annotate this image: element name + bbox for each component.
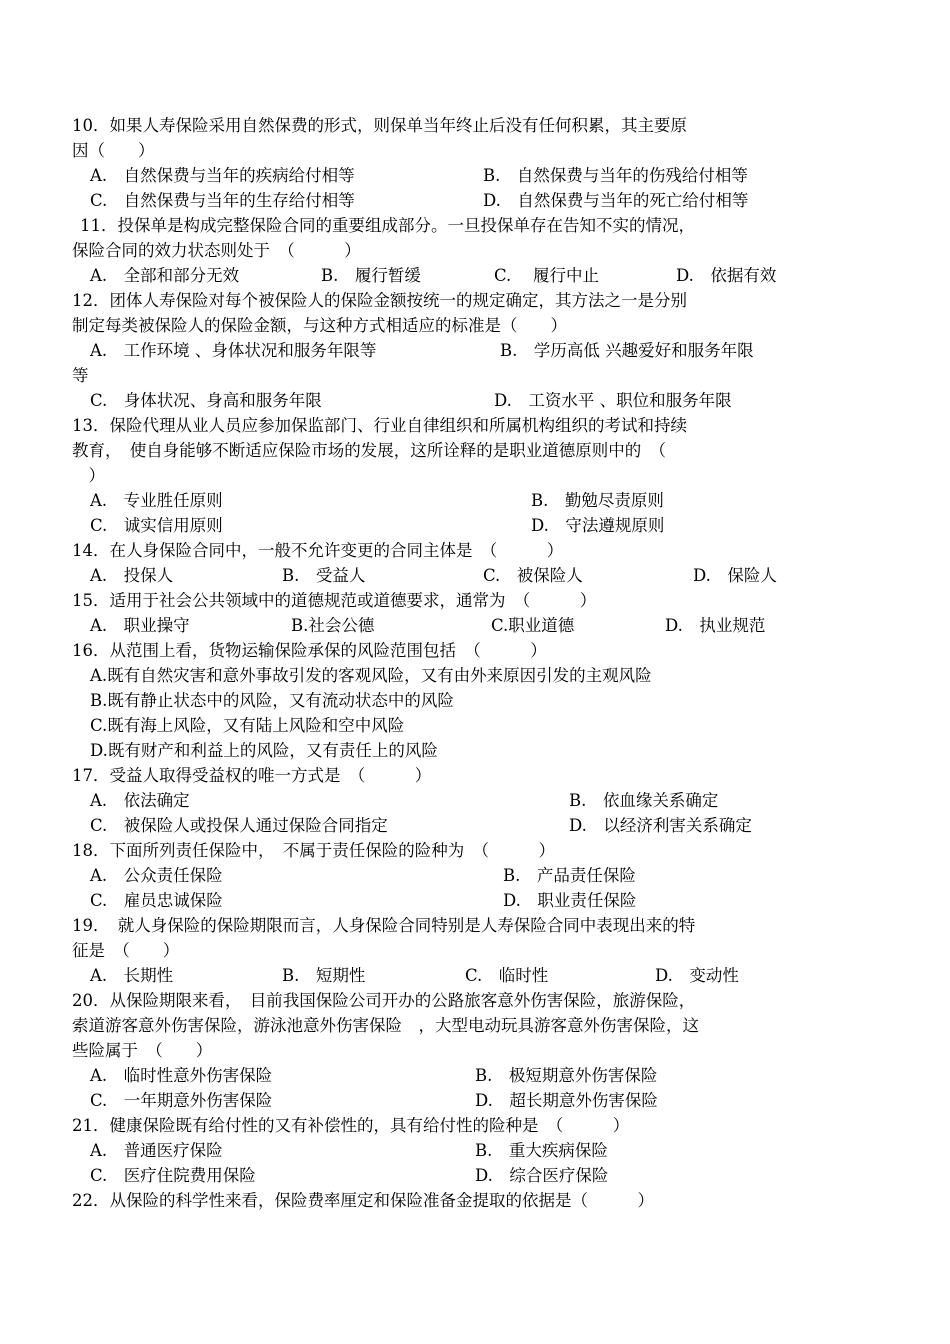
option-d: D. 职业责任保险 bbox=[503, 891, 637, 910]
question-text: 17．受益人取得受益权的唯一方式是 （ ） bbox=[72, 766, 432, 785]
option-d: D. 依据有效 bbox=[676, 266, 777, 285]
option-a: A. 公众责任保险 bbox=[90, 866, 223, 885]
option-b: B. 受益人 bbox=[282, 566, 366, 585]
option-c: C. 诚实信用原则 bbox=[90, 516, 223, 535]
option-d: D.既有财产和利益上的风险，又有责任上的风险 bbox=[90, 741, 438, 760]
option-a: A.既有自然灾害和意外事故引发的客观风险，又有由外来原因引发的主观风险 bbox=[90, 666, 652, 685]
option-d: D. 超长期意外伤害保险 bbox=[475, 1091, 658, 1110]
question-text: 20．从保险期限来看， 目前我国保险公司开办的公路旅客意外伤害保险，旅游保险， bbox=[72, 991, 696, 1010]
option-b: B. 学历高低 兴趣爱好和服务年限 bbox=[500, 341, 754, 360]
question-text: 教育， 使自身能够不断适应保险市场的发展，这所诠释的是职业道德原则中的 （ bbox=[72, 441, 666, 460]
option-d: D. 工资水平 、职位和服务年限 bbox=[494, 391, 732, 410]
question-text: 索道游客意外伤害保险，游泳池意外伤害保险 ，大型电动玩具游客意外伤害保险，这 bbox=[72, 1016, 699, 1035]
option-d: D. 以经济利害关系确定 bbox=[569, 816, 752, 835]
option-c: C. 一年期意外伤害保险 bbox=[90, 1091, 273, 1110]
question-text: 22．从保险的科学性来看，保险费率厘定和保险准备金提取的依据是（ ） bbox=[72, 1191, 654, 1210]
option-b: B. 短期性 bbox=[282, 966, 366, 985]
option-c: C. 被保险人 bbox=[483, 566, 583, 585]
option-c: C.职业道德 bbox=[491, 616, 575, 635]
option-d: D. 综合医疗保险 bbox=[475, 1166, 609, 1185]
option-a: A. 投保人 bbox=[90, 566, 174, 585]
option-a: A. 自然保费与当年的疾病给付相等 bbox=[90, 166, 355, 185]
option-c: C. 医疗住院费用保险 bbox=[90, 1166, 256, 1185]
question-text: 18．下面所列责任保险中， 不属于责任保险的险种为 （ ） bbox=[72, 841, 555, 860]
option-a: A. 专业胜任原则 bbox=[90, 491, 223, 510]
question-text: 因（ ） bbox=[72, 141, 155, 160]
question-text: 制定每类被保险人的保险金额，与这种方式相适应的标准是（ ） bbox=[72, 316, 567, 335]
option-b-continued: 等 bbox=[72, 366, 89, 385]
option-c: C. 被保险人或投保人通过保险合同指定 bbox=[90, 816, 388, 835]
option-c: C. 雇员忠诚保险 bbox=[90, 891, 223, 910]
option-c: C. 自然保费与当年的生存给付相等 bbox=[90, 191, 355, 210]
option-b: B. 依血缘关系确定 bbox=[569, 791, 719, 810]
question-text: 14．在人身保险合同中，一般不允许变更的合同主体是 （ ） bbox=[72, 541, 564, 560]
option-c: C. 临时性 bbox=[465, 966, 549, 985]
option-b: B. 重大疾病保险 bbox=[475, 1141, 608, 1160]
question-text: 10．如果人寿保险采用自然保费的形式，则保单当年终止后没有任何积累，其主要原 bbox=[72, 116, 687, 135]
question-text: ） bbox=[72, 466, 105, 485]
option-d: D. 变动性 bbox=[655, 966, 739, 985]
question-text: 21．健康保险既有给付性的又有补偿性的，具有给付性的险种是 （ ） bbox=[72, 1116, 630, 1135]
question-text: 些险属于 （ ） bbox=[72, 1041, 213, 1060]
option-b: B. 产品责任保险 bbox=[503, 866, 636, 885]
option-a: A. 长期性 bbox=[90, 966, 174, 985]
option-a: A. 临时性意外伤害保险 bbox=[90, 1066, 273, 1085]
option-a: A. 工作环境 、身体状况和服务年限等 bbox=[90, 341, 377, 360]
option-d: D. 执业规范 bbox=[665, 616, 766, 635]
option-c: C. 身体状况、身高和服务年限 bbox=[90, 391, 322, 410]
option-a: A. 普通医疗保险 bbox=[90, 1141, 223, 1160]
option-b: B. 自然保费与当年的伤残给付相等 bbox=[483, 166, 748, 185]
question-text: 12．团体人寿保险对每个被保险人的保险金额按统一的规定确定，其方法之一是分别 bbox=[72, 291, 687, 310]
question-text: 16．从范围上看，货物运输保险承保的风险范围包括 （ ） bbox=[72, 641, 547, 660]
option-c: C. 履行中止 bbox=[494, 266, 600, 285]
question-text: 13．保险代理从业人员应参加保监部门、行业自律组织和所属机构组织的考试和持续 bbox=[72, 416, 687, 435]
option-c: C.既有海上风险，又有陆上风险和空中风险 bbox=[90, 716, 405, 735]
option-b: B. 勤勉尽责原则 bbox=[531, 491, 664, 510]
question-text: 11．投保单是构成完整保险合同的重要组成部分。一旦投保单存在告知不实的情况， bbox=[80, 216, 695, 235]
option-b: B.既有静止状态中的风险，又有流动状态中的风险 bbox=[90, 691, 454, 710]
option-b: B. 履行暂缓 bbox=[321, 266, 421, 285]
option-b: B. 极短期意外伤害保险 bbox=[475, 1066, 658, 1085]
question-text: 保险合同的效力状态则处于 （ ） bbox=[72, 241, 361, 260]
option-d: D. 保险人 bbox=[693, 566, 777, 585]
option-a: A. 全部和部分无效 bbox=[90, 266, 240, 285]
option-d: D. 守法遵规原则 bbox=[531, 516, 665, 535]
question-text: 19． 就人身保险的保险期限而言，人身保险合同特别是人寿保险合同中表现出来的特 bbox=[72, 916, 696, 935]
question-text: 15．适用于社会公共领域中的道德规范或道德要求，通常为 （ ） bbox=[72, 591, 597, 610]
question-text: 征是 （ ） bbox=[72, 941, 180, 960]
option-b: B.社会公德 bbox=[291, 616, 375, 635]
option-d: D. 自然保费与当年的死亡给付相等 bbox=[483, 191, 749, 210]
option-a: A. 职业操守 bbox=[90, 616, 190, 635]
option-a: A. 依法确定 bbox=[90, 791, 190, 810]
